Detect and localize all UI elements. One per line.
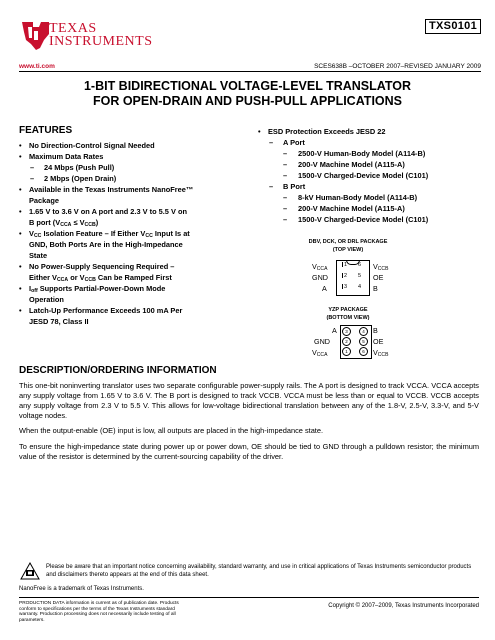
feature-item: • No Power-Supply Sequencing Required – Either $V_{CCA}$ or $V_{CCB}$ Can be Ramped First: [19, 261, 251, 283]
header-divider: [19, 71, 481, 72]
ball-icon: 2: [342, 337, 351, 346]
document-id: SCES638B –OCTOBER 2007–REVISED JANUARY 2009: [314, 63, 481, 70]
description-heading: DESCRIPTION/ORDERING INFORMATION: [19, 365, 217, 376]
pin-number: 3: [344, 284, 348, 290]
pin-label: $V_{CCB}$: [373, 262, 389, 272]
feature-subitem: – 24 Mbps (Push Pull): [19, 162, 251, 173]
feature-subitem: – B Port: [258, 181, 483, 192]
feature-item: • $I_{off}$ Supports Partial-Power-Down Mode Operation: [19, 283, 251, 305]
pin-label: GND: [314, 337, 330, 346]
description-paragraph-1: This one-bit noninverting translator uses two separate configurable power-supply rails. The A port is designed to track VCCA. VCCA accepts any supply voltage from 1.65 V to 3.6 V. The B port is designed to track VCCB. VCCA must be less than or equal to VCCB. VCCB accepts any supply voltage from 2.3 V to 5.5 V. This allows for low-voltage bidirectional translation between any of the 1.8-V, 2.5-V, 3.3-V, and 5-V voltage nodes.: [19, 381, 479, 420]
feature-subsubitem: – 2500-V Human-Body Model (A114-B): [258, 148, 483, 159]
ball-icon: 6: [359, 347, 368, 356]
ball-icon: 3: [342, 327, 351, 336]
description-paragraph-3: To ensure the high-impedance state during power up or power down, OE should be tied to GND through a pulldown resistor; the minimum value of the resistor is determined by the current-sourcing capability of the driver.: [19, 442, 479, 461]
pin-number: 4: [358, 284, 362, 290]
brand-name-line1: TEXAS: [49, 21, 97, 36]
footer-divider: [19, 597, 479, 598]
warning-icon: [20, 562, 40, 580]
pin-label: OE: [373, 337, 384, 346]
pin-label: $V_{CCA}$: [312, 262, 328, 272]
pin-number: 1: [344, 262, 348, 268]
package-top-diagram: [300, 258, 410, 298]
features-list: [19, 140, 251, 327]
feature-subsubitem: – 1500-V Charged-Device Model (C101): [258, 214, 483, 225]
package-bottom-diagram: [300, 325, 410, 361]
feature-item: • ESD Protection Exceeds JESD 22: [258, 126, 483, 137]
ball-icon: 5: [359, 337, 368, 346]
pin-label: $V_{CCB}$: [373, 348, 389, 358]
pin-label: B: [373, 284, 378, 293]
copyright: Copyright © 2007–2009, Texas Instruments Incorporated: [328, 603, 479, 609]
doc-title-line2: FOR OPEN-DRAIN AND PUSH-PULL APPLICATIONS: [92, 94, 403, 108]
description-paragraph-2: When the output-enable (OE) input is low, all outputs are placed in the high-impedance state.: [19, 426, 324, 435]
ball-icon: 1: [342, 347, 351, 356]
part-number: TXS0101: [425, 19, 481, 34]
pin-label: B: [373, 326, 378, 335]
package-bottom-title: YZP PACKAGE (BOTTOM VIEW): [326, 307, 370, 321]
pin-number: 5: [358, 273, 362, 279]
pin-label: GND: [312, 273, 328, 282]
ball-icon: 4: [359, 327, 368, 336]
feature-item: • 1.65 V to 3.6 V on A port and 2.3 V to 5.5 V on B port $(V_{CCA} \le V_{CCB})$: [19, 206, 251, 228]
esd-list: [258, 126, 483, 225]
pin-label: OE: [373, 273, 384, 282]
feature-subitem: – 2 Mbps (Open Drain): [19, 173, 251, 184]
pin-label: A: [332, 326, 337, 335]
ti-logo-icon: [19, 18, 53, 52]
pin-label: A: [322, 284, 327, 293]
feature-subsubitem: – 1500-V Charged-Device Model (C101): [258, 170, 483, 181]
important-notice: Please be aware that an important notice concerning availability, standard warranty, and use in critical applications of Texas Instruments semiconductor products and disclaimers thereto appears at the end of this data sheet.: [46, 564, 472, 578]
feature-item: • $V_{CC}$ Isolation Feature – If Either $V_{CC}$ Input Is at GND, Both Ports Are in the High-Impedance State: [19, 228, 251, 261]
feature-subsubitem: – 200-V Machine Model (A115-A): [258, 203, 483, 214]
feature-item: • Maximum Data Rates: [19, 151, 251, 162]
package-top-title: DBV, DCK, OR DRL PACKAGE (TOP VIEW): [308, 239, 388, 253]
feature-item: • Available in the Texas Instruments NanoFree™ Package: [19, 184, 251, 206]
pin-label: $V_{CCA}$: [312, 348, 328, 358]
feature-subsubitem: – 8-kV Human-Body Model (A114-B): [258, 192, 483, 203]
trademark-notice: NanoFree is a trademark of Texas Instruments.: [19, 586, 144, 592]
production-data-notice: PRODUCTION DATA information is current as of publication date. Products conform to specifications per the terms of the Texas Instruments standard warranty. Production processing does not necessarily include testing of all parameters.: [19, 601, 179, 623]
feature-item: • No Direction-Control Signal Needed: [19, 140, 251, 151]
feature-subsubitem: – 200-V Machine Model (A115-A): [258, 159, 483, 170]
features-heading: FEATURES: [19, 125, 73, 136]
feature-subitem: – A Port: [258, 137, 483, 148]
brand-name-line2: INSTRUMENTS: [49, 34, 153, 49]
pin-number: 2: [344, 273, 348, 279]
pin-number: 6: [358, 262, 362, 268]
doc-title-line1: 1-BIT BIDIRECTIONAL VOLTAGE-LEVEL TRANSLATOR: [83, 79, 412, 93]
feature-item: • Latch-Up Performance Exceeds 100 mA Per JESD 78, Class II: [19, 305, 251, 327]
website-link[interactable]: www.ti.com: [19, 63, 55, 70]
